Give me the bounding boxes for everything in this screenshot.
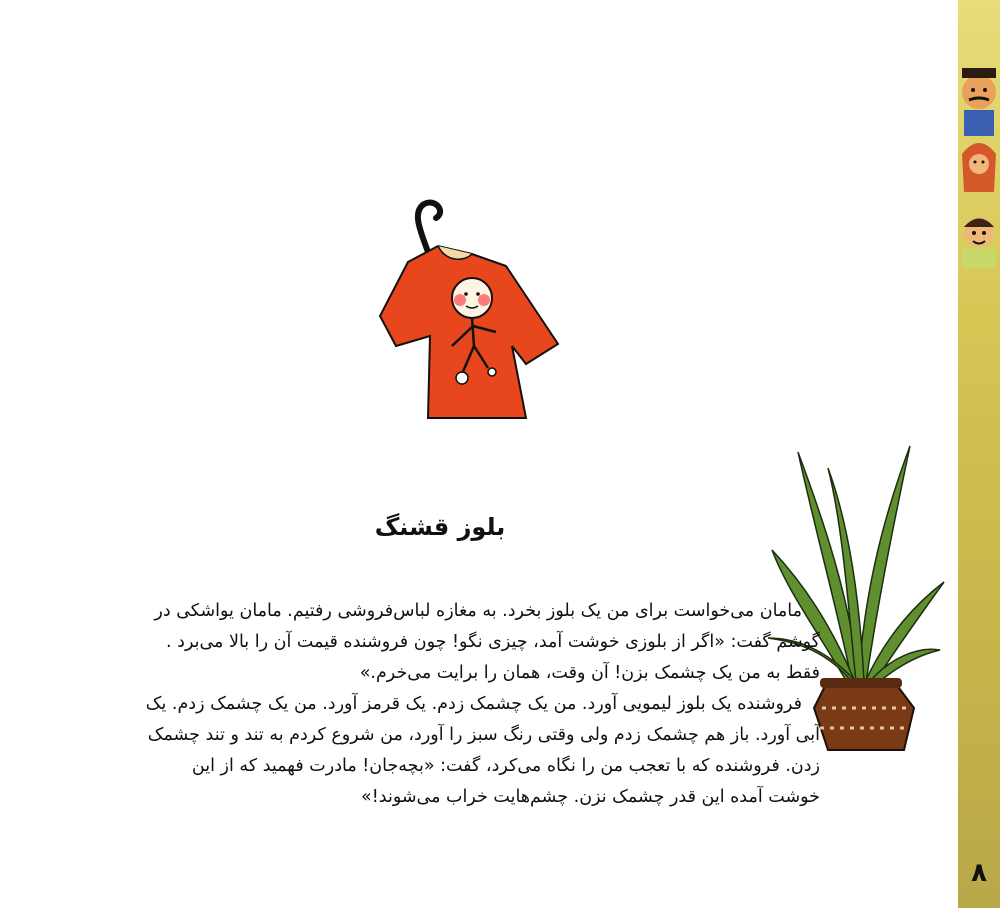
children-faces-illustration: [958, 62, 1000, 272]
shirt-illustration: [376, 196, 576, 426]
story-paragraph: مامان می‌خواست برای من یک بلوز بخرد. به مغازه لباس‌فروشی رفتیم. مامان یواشکی در گوشم گفت: «اگر از بلوزی خوشت آمد، چیزی نگو! چون فروشنده قیمت آن را بالا می‌برد . فقط به من یک چشمک بزن! آن وقت، همان را برایت می‌خرم.»: [154, 601, 820, 683]
story-paragraph: فروشنده یک بلوز لیمویی آورد. من یک چشمک زدم. یک قرمز آورد. من یک چشمک زدم. یک آبی آورد. باز هم چشمک زدم ولی وقتی رنگ سبز را آورد، من شروع کردم به تند و تند چشمک زدن. فروشنده که با تعجب من را نگاه می‌کرد، گفت: «بچه‌جان! مادرت فهمید که از این خوشت آمده این قدر چشمک نزن. چشم‌هایت خراب می‌شوند!»: [145, 694, 820, 807]
story-text: [140, 596, 820, 813]
page-number: ۸: [971, 858, 987, 888]
story-title: بلوز قشنگ: [374, 513, 506, 541]
